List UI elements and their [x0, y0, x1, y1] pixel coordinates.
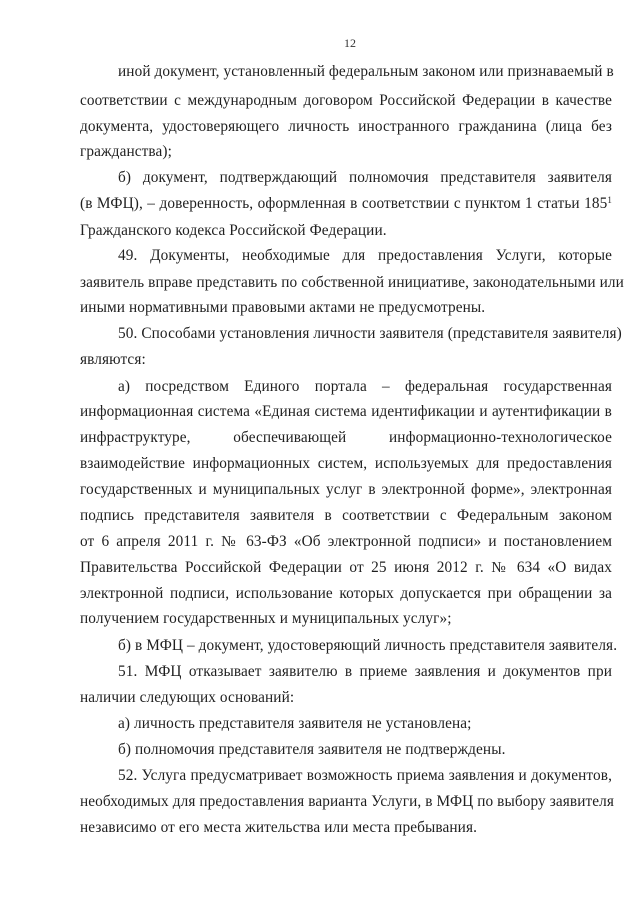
text-line-with-superscript — [80, 194, 612, 214]
text-line: иной документ, установленный федеральным законом или признаваемый в — [118, 63, 614, 80]
text-line: заявитель вправе представить по собственной инициативе, законодательными или — [80, 274, 624, 291]
text-line: 52. Услуга предусматривает возможность приема заявления и документов, — [118, 767, 612, 784]
text-line: иными нормативными правовыми актами не предусмотрены. — [80, 299, 486, 316]
text-segment: (в МФЦ), – доверенность, оформленная в соответствии с пунктом 1 статьи 185 — [80, 195, 608, 212]
text-line: б) полномочия представителя заявителя не подтверждены. — [118, 741, 506, 758]
text-line: государственных и муниципальных услуг в электронной форме», электронная — [80, 481, 612, 498]
text-line: являются: — [80, 351, 146, 368]
text-line: Гражданского кодекса Российской Федерации. — [80, 222, 387, 239]
text-line: Правительства Российской Федерации от 25 июня 2012 г. № 634 «О видах — [80, 559, 612, 576]
text-line: а) личность представителя заявителя не установлена; — [118, 715, 472, 732]
text-line: необходимых для предоставления варианта Услуги, в МФЦ по выбору заявителя — [80, 793, 615, 810]
text-line: соответствии с международным договором Российской Федерации в качестве — [80, 92, 612, 109]
text-line: получением государственных и муниципальных услуг»; — [80, 610, 452, 627]
text-line: документа, удостоверяющего личность иностранного гражданина (лица без — [80, 118, 612, 135]
text-line: б) документ, подтверждающий полномочия представителя заявителя — [118, 169, 612, 186]
text-line: независимо от его места жительства или места пребывания. — [80, 819, 477, 836]
text-line: от 6 апреля 2011 г. № 63-ФЗ «Об электронной подписи» и постановлением — [80, 533, 612, 550]
text-line: взаимодействие информационных систем, используемых для предоставления — [80, 455, 612, 472]
text-line: подпись представителя заявителя в соответствии с Федеральным законом — [80, 507, 612, 524]
text-line: а) посредством Единого портала – федеральная государственная — [118, 378, 612, 395]
text-line: гражданства); — [80, 143, 172, 160]
text-line: информационная система «Единая система идентификации и аутентификации в — [80, 403, 612, 420]
superscript: 1 — [607, 195, 612, 205]
page-number: 12 — [344, 36, 356, 50]
text-line: инфраструктуре, обеспечивающей информационно-технологическое — [80, 429, 612, 446]
text-line: б) в МФЦ – документ, удостоверяющий личность представителя заявителя. — [118, 637, 618, 654]
text-line: 50. Способами установления личности заявителя (представителя заявителя) — [118, 325, 622, 342]
text-line: 49. Документы, необходимые для предоставления Услуги, которые — [118, 247, 612, 264]
text-line: наличии следующих оснований: — [80, 689, 295, 706]
text-line: электронной подписи, использование которых допускается при обращении за — [80, 585, 612, 602]
text-line: 51. МФЦ отказывает заявителю в приеме заявления и документов при — [118, 663, 612, 680]
